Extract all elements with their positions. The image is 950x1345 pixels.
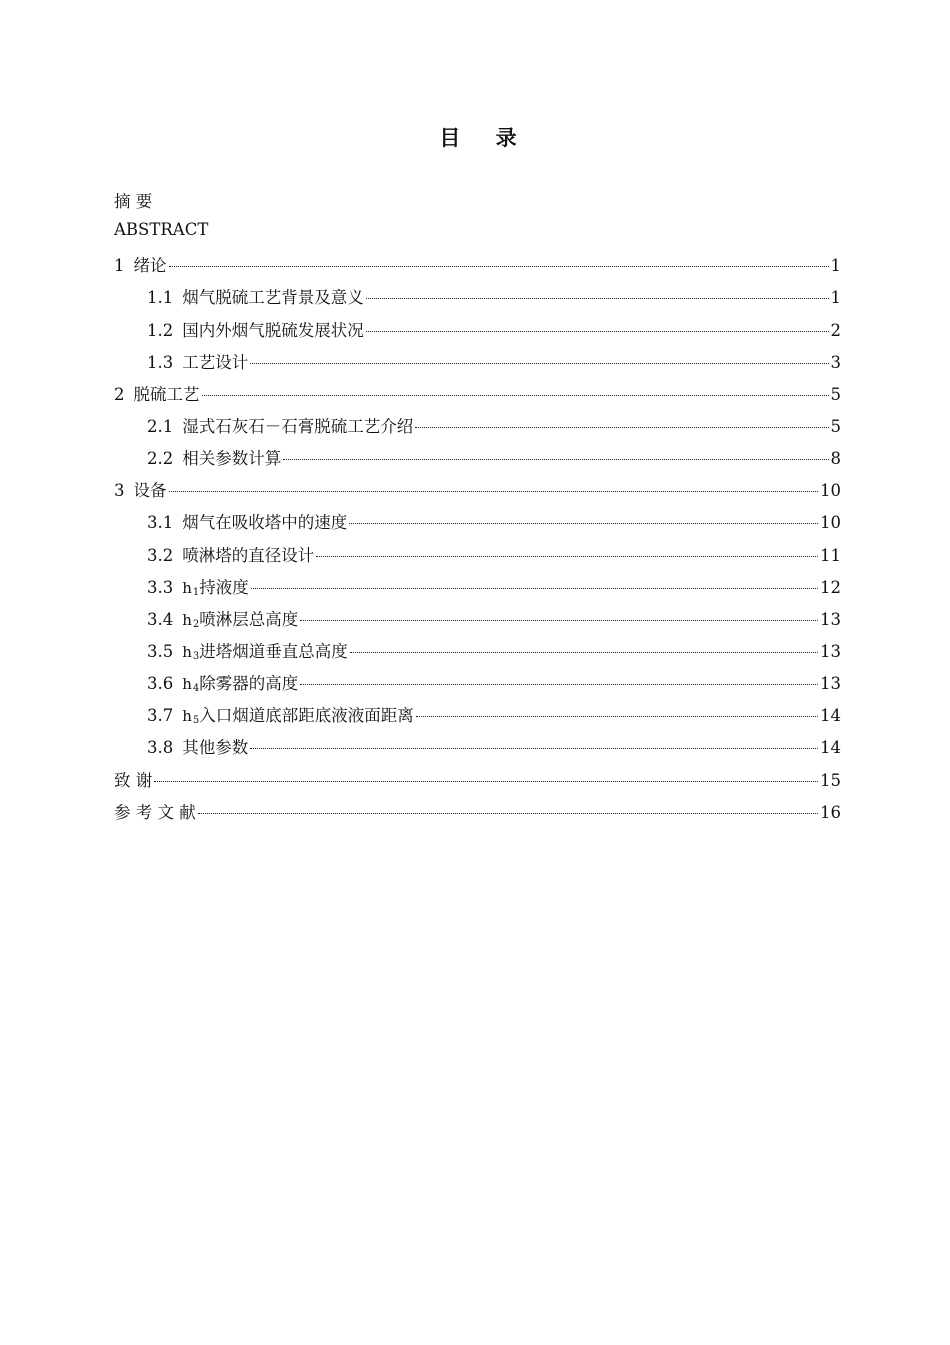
variable-h: h [182,642,192,661]
toc-page-number: 1 [830,256,841,276]
toc-entry-abstract-en[interactable] [114,220,841,252]
variable-h: h [182,578,192,597]
dot-leader [169,491,819,492]
dot-leader [416,716,818,717]
dot-leader [316,556,818,557]
toc-page-number: 16 [820,802,841,822]
dot-leader [169,266,829,267]
toc-page-number: 12 [820,577,841,597]
toc-entry-label: 3.7 $h_5$入口烟道底部距底液液面距离 [147,706,414,727]
toc-entry-section-3-2[interactable] [114,542,841,574]
toc-page-number: 11 [820,545,841,565]
toc-page-number: 3 [830,352,841,372]
dot-leader [250,748,818,749]
toc-entry-label: 3.2 喷淋塔的直径设计 [147,545,315,565]
variable-h: h [182,707,192,726]
toc-entry-references[interactable] [114,799,841,831]
toc-entry-label: 3.4 $h_2$喷淋层总高度 [147,609,299,630]
toc-page-number: 15 [820,770,841,790]
dot-leader [154,781,818,782]
toc-entry-label: 2.1 湿式石灰石－石膏脱硫工艺介绍 [147,416,414,436]
toc-entry-label: 3.1 烟气在吸收塔中的速度 [147,513,348,533]
toc-page-number: 13 [820,641,841,661]
toc-entry-label: 3.8 其他参数 [147,738,249,758]
dot-leader [300,684,818,685]
toc-entry-acknowledgements[interactable] [114,767,841,799]
variable-subscript: 2 [192,618,200,630]
toc-entry-label: 3.5 $h_3$进塔烟道垂直总高度 [147,641,348,662]
toc-entry-section-1-1[interactable] [114,284,841,316]
toc-page-number: 5 [830,416,841,436]
toc-page-number: 1 [830,288,841,308]
dot-leader [366,331,829,332]
dot-leader [300,620,818,621]
dot-leader [349,523,818,524]
toc-entry-label: 2.2 相关参数计算 [147,449,282,469]
variable-h: h [182,675,192,694]
toc-entry-label: 3.6 $h_4$除雾器的高度 [147,674,299,695]
toc-entry-label: 3.3 $h_1$持液度 [147,577,249,598]
dot-leader [202,395,829,396]
toc-page-number: 8 [830,449,841,469]
toc-entry-abstract-cn[interactable] [114,188,841,220]
toc-page-number: 2 [830,320,841,340]
variable-h: h [182,610,192,629]
toc-entry-label: 3 设备 [114,481,167,501]
variable-subscript: 3 [192,650,200,662]
toc-entry-section-3-1[interactable] [114,509,841,541]
toc-entry-section-1-2[interactable] [114,317,841,349]
dot-leader [350,652,818,653]
toc-entry-chapter-3[interactable] [114,477,841,509]
toc-page-number: 10 [820,513,841,533]
toc-entry-section-3-3[interactable] [114,574,841,606]
toc-entry-label: 摘 要 [114,192,153,211]
toc-page-number: 13 [820,609,841,629]
toc-entry-label: 1.3 工艺设计 [147,352,249,372]
toc-page-number: 14 [820,706,841,726]
toc-page-number: 10 [820,481,841,501]
toc-page-number: 13 [820,674,841,694]
toc-entry-chapter-2[interactable] [114,381,841,413]
toc-entry-section-2-2[interactable] [114,445,841,477]
dot-leader [251,588,818,589]
toc-entry-label: 2 脱硫工艺 [114,384,200,404]
toc-entry-section-3-4[interactable] [114,606,841,638]
toc-entry-label: ABSTRACT [114,220,209,240]
toc-entry-label: 1.1 烟气脱硫工艺背景及意义 [147,288,364,308]
dot-leader [283,459,828,460]
dot-leader [415,427,828,428]
toc-entry-label: 参 考 文 献 [114,802,196,822]
dot-leader [198,813,818,814]
toc-page-number: 5 [830,384,841,404]
toc-entry-section-3-5[interactable] [114,638,841,670]
dot-leader [366,298,829,299]
toc-entry-label: 1 绪论 [114,256,167,276]
toc-entry-section-3-6[interactable] [114,670,841,702]
toc-list [114,188,841,831]
toc-title: 目 录 [439,126,531,150]
dot-leader [250,363,828,364]
toc-entry-section-1-3[interactable] [114,349,841,381]
toc-entry-section-3-8[interactable] [114,734,841,766]
variable-subscript: 1 [192,586,200,598]
toc-entry-label: 1.2 国内外烟气脱硫发展状况 [147,320,364,340]
toc-entry-section-3-7[interactable] [114,702,841,734]
toc-entry-chapter-1[interactable] [114,252,841,284]
toc-page-number: 14 [820,738,841,758]
toc-entry-section-2-1[interactable] [114,413,841,445]
variable-subscript: 5 [192,715,200,727]
toc-entry-label: 致 谢 [114,770,153,790]
variable-subscript: 4 [192,683,200,695]
